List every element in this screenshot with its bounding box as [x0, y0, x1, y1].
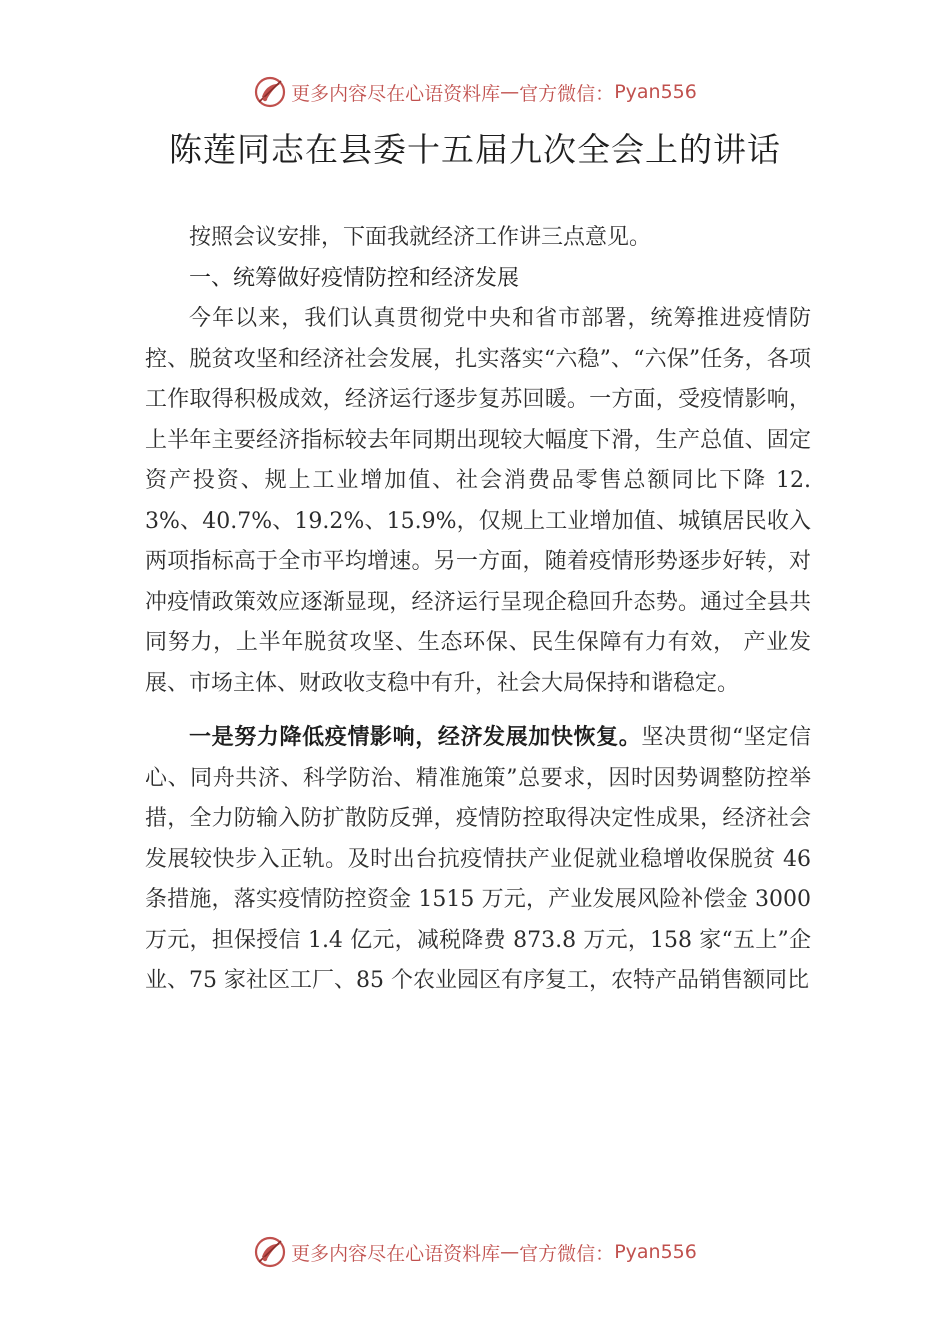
- intro-paragraph: 按照会议安排，下面我就经济工作讲三点意见。: [189, 225, 652, 250]
- banner-separator: —: [500, 81, 520, 103]
- header-watermark-banner: [0, 70, 950, 114]
- banner-wechat-id: Pyan556: [614, 1241, 697, 1263]
- paragraph-2-lead: 一是努力降低疫情影响，经济发展加快恢复。: [189, 725, 642, 750]
- paragraph-2-body: 坚决贯彻“坚定信心、同舟共济、科学防治、精准施策”总要求，因时因势调整防控举措，全力防输入防扩散防反弹，疫情防控取得决定性成果，经济社会发展较快步入正轨。及时出台抗疫情扶产业促就业稳增收保脱贫 46 条措施，落实疫情防控资金 1515 万元，产业发展风险补偿金 3000 万元，担保授信 1.4 亿元，减税降费 873.8 万元，158 家“五上”企业、75 家社区工厂、85 个农业园区有序复工，农特产品销售额同比: [145, 725, 811, 993]
- banner-wechat-id: Pyan556: [614, 81, 697, 103]
- banner-slogan: 更多内容尽在心语资料库: [291, 1242, 501, 1265]
- paragraph-2: [145, 718, 811, 1002]
- section-heading-1: 一、统筹做好疫情防控和经济发展: [189, 265, 520, 291]
- banner-wechat-label: 官方微信：: [519, 82, 615, 105]
- banner-wechat-label: 官方微信：: [519, 1242, 615, 1265]
- banner-slogan: 更多内容尽在心语资料库: [291, 82, 501, 105]
- logo-icon: [253, 75, 287, 109]
- banner-separator: —: [500, 1241, 520, 1263]
- footer-watermark-banner: [0, 1230, 950, 1274]
- document-body: [145, 218, 811, 1002]
- logo-icon: [253, 1235, 287, 1269]
- document-title: 陈莲同志在县委十五届九次全会上的讲话: [169, 130, 781, 169]
- paragraph-1: 今年以来，我们认真贯彻党中央和省市部署，统筹推进疫情防控、脱贫攻坚和经济社会发展，扎实落实“六稳”、“六保”任务，各项工作取得积极成效，经济运行逐步复苏回暖。一方面，受疫情影响，上半年主要经济指标较去年同期出现较大幅度下滑，生产总值、固定资产投资、规上工业增加值、社会消费品零售总额同比下降 12.3%、40.7%、19.2%、15.9%，仅规上工业增加值、城镇居民收入两项指标高于全市平均增速。另一方面，随着疫情形势逐步好转，对冲疫情政策效应逐渐显现，经济运行呈现企稳回升态势。通过全县共同努力，上半年脱贫攻坚、生态环保、民生保障有力有效， 产业发展、市场主体、财政收支稳中有升，社会大局保持和谐稳定。: [145, 306, 811, 696]
